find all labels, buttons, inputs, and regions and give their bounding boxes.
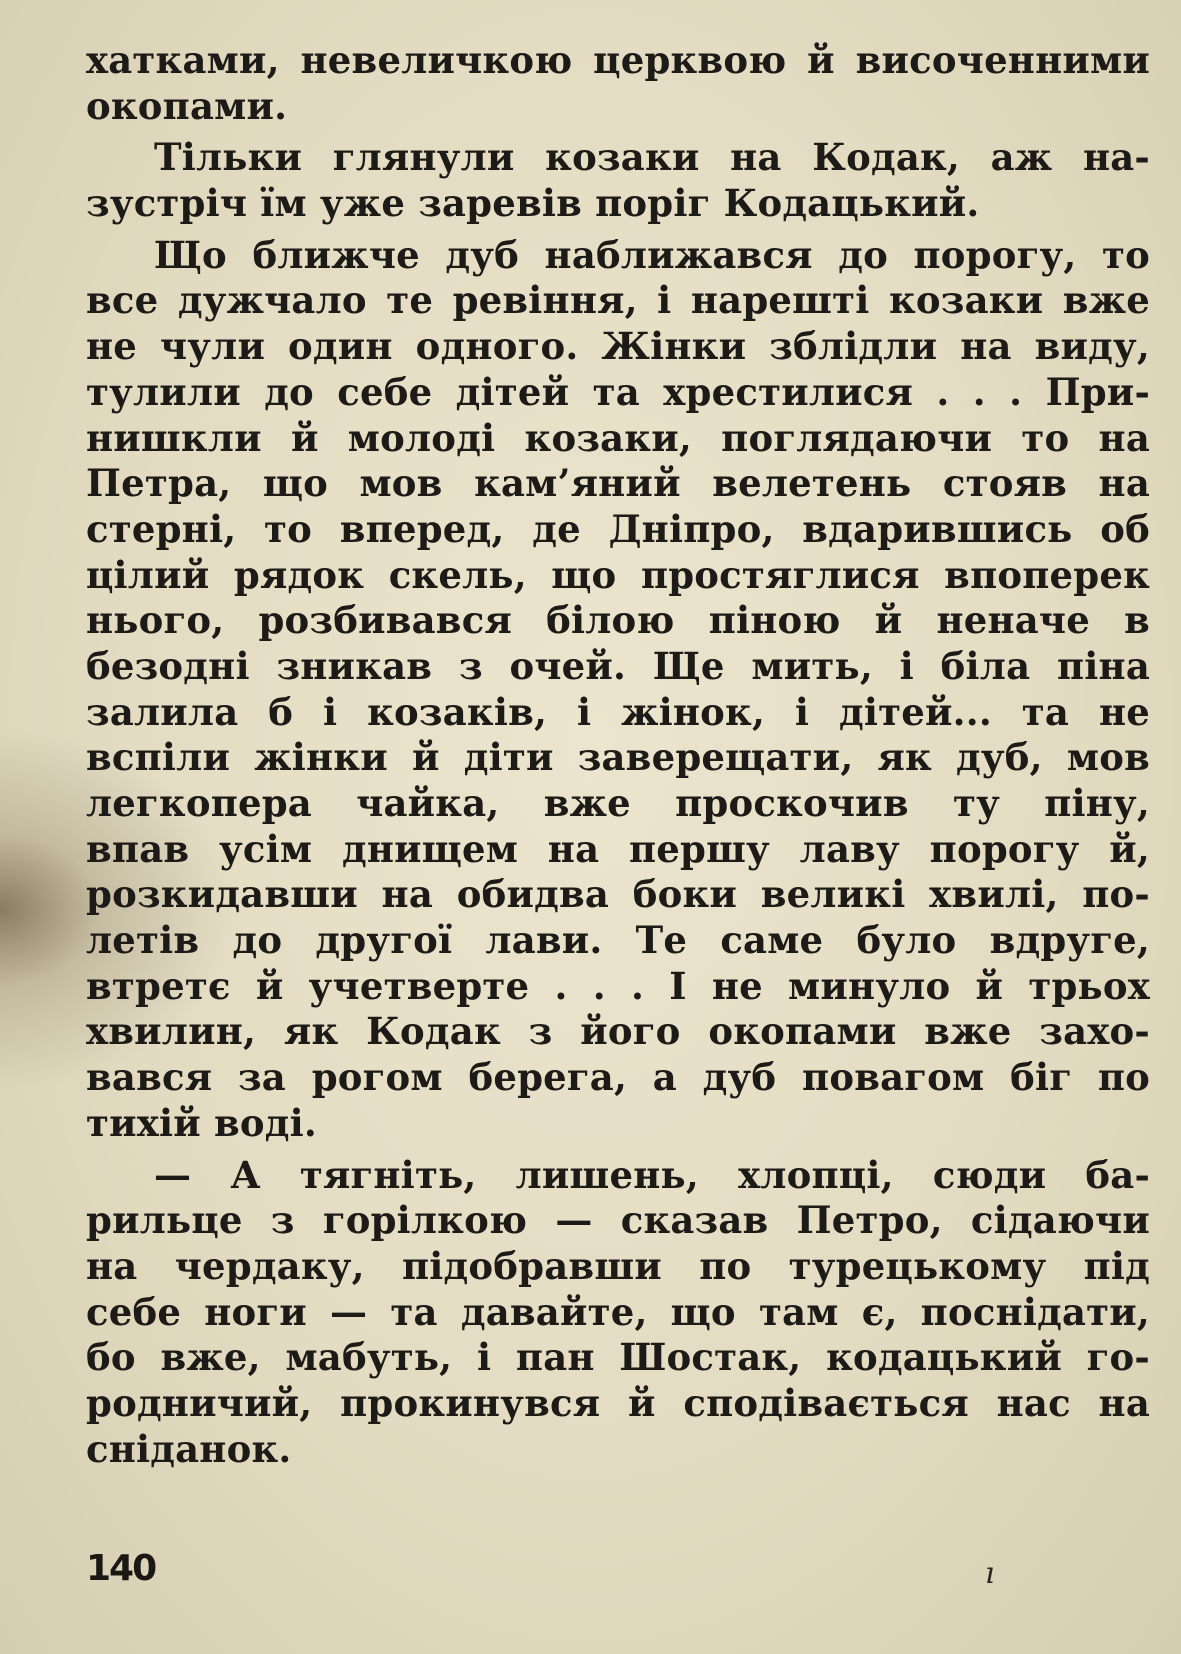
text-line: втретє й учетверте . . . І не минуло й трьох [86,963,1150,1008]
page-number: 140 [86,1548,156,1589]
paragraph [86,38,1150,129]
text-line: окопами. [86,83,288,128]
text-line: Що ближче дуб наближався до порогу, то [154,232,1150,277]
page-text [86,38,1150,1472]
text-line: хатками, невеличкою церквою й височенними [86,38,1150,82]
text-line: — А тягніть, лишень, хлопці, сюди ба- [154,1152,1150,1197]
text-line: вався за рогом берега, а дуб повагом біг по [86,1055,1150,1100]
text-line: летів до другої лави. Те саме було вдруге, [86,918,1150,963]
text-line: себе ноги — та давайте, що там є, поснідати, [86,1289,1150,1334]
text-line: родничий, прокинувся й сподівається нас на [86,1380,1150,1425]
paragraph [86,233,1150,1147]
text-line: нишкли й молоді козаки, поглядаючи то на [86,415,1150,460]
paragraph [86,135,1150,226]
text-line: бо вже, мабуть, і пан Шостак, кодацький го- [86,1335,1150,1380]
text-line: тулили до себе дітей та хрестилися . . . При- [86,369,1150,414]
paragraph [86,1153,1150,1473]
text-line: зустріч їм уже заревів поріг Кодацький. [86,181,980,226]
text-line: хвилин, як Кодак з його окопами вже захо- [86,1009,1150,1054]
text-line: вспіли жінки й діти заверещати, як дуб, мов [86,735,1150,780]
text-line: на чердаку, підобравши по турецькому під [86,1243,1150,1288]
text-line: Тільки глянули козаки на Кодак, аж на- [154,135,1150,180]
text-line: тихій воді. [86,1100,317,1145]
text-line: залила б і козаків, і жінок, і дітей... та не [86,689,1150,734]
text-line: стерні, то вперед, де Дніпро, вдарившись об [86,506,1150,551]
text-line: сніданок. [86,1426,292,1471]
corner-mark: ı [985,1556,995,1591]
text-line: впав усім днищем на першу лаву порогу й, [86,826,1150,871]
text-line: рильце з горілкою — сказав Петро, сідаючи [86,1198,1150,1243]
text-line: Петра, що мов кам’яний велетень стояв на [86,461,1150,506]
text-line: легкопера чайка, вже проскочив ту піну, [86,781,1150,825]
text-line: безодні зникав з очей. Ще мить, і біла піна [86,643,1150,688]
text-line: не чули один одного. Жінки зблідли на виду, [86,324,1150,369]
text-line: все дужчало те ревіння, і нарешті козаки вже [86,278,1150,323]
text-line: нього, розбивався білою піною й неначе в [86,598,1150,643]
text-line: розкидавши на обидва боки великі хвилі, по- [86,872,1150,917]
text-line: цілий рядок скель, що простяглися впоперек [86,552,1150,597]
